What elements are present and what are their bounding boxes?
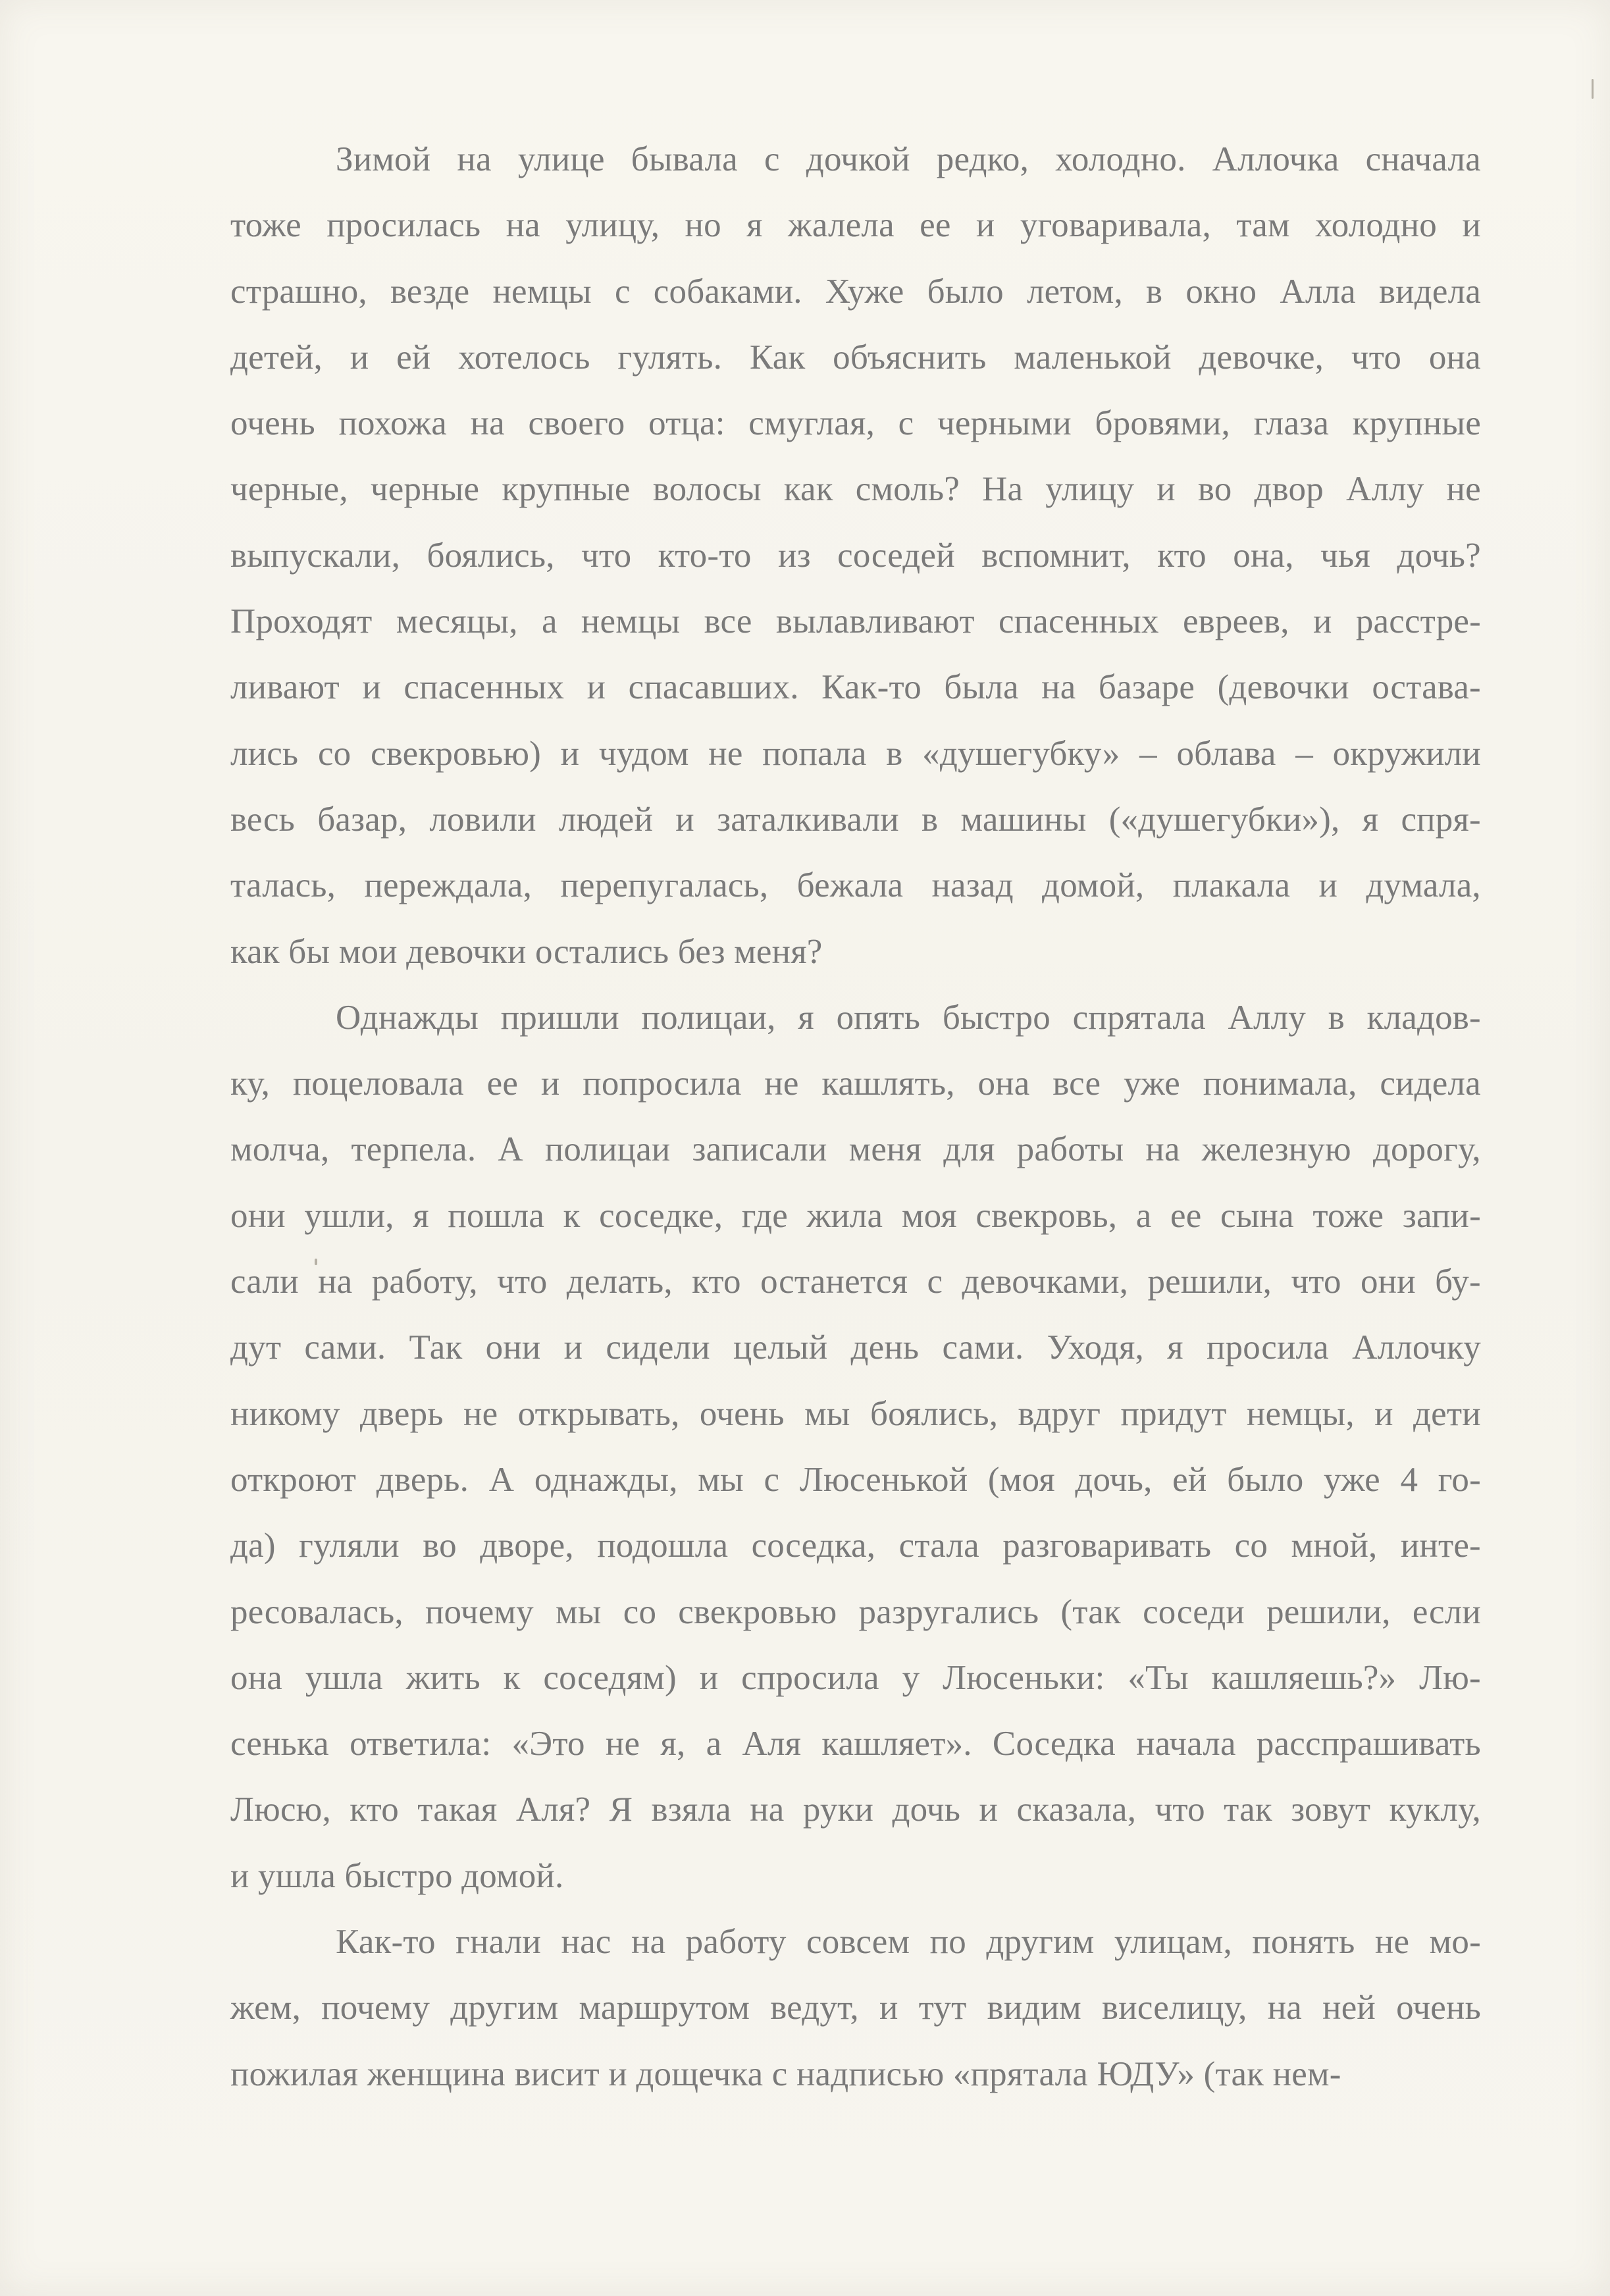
text-line: как бы мои девочки остались без меня?: [230, 932, 823, 971]
text-line: и ушла быстро домой.: [230, 1856, 564, 1895]
body-text: [230, 126, 1481, 2107]
text-line: черные, черные крупные волосы как смоль? На улицу и во двор Аллу не: [230, 470, 1481, 509]
scan-speck: [1592, 79, 1594, 99]
text-line: страшно, везде немцы с собаками. Хуже было летом, в окно Алла видела: [230, 272, 1481, 311]
text-line: детей, и ей хотелось гулять. Как объяснить маленькой девочке, что она: [230, 338, 1481, 377]
text-line: ливают и спасенных и спасавших. Как-то была на базаре (девочки остава-: [230, 668, 1481, 707]
text-line: Зимой на улице бывала с дочкой редко, холодно. Аллочка сначала: [336, 140, 1481, 178]
text-line: да) гуляли во дворе, подошла соседка, стала разговаривать со мной, инте-: [230, 1526, 1481, 1565]
text-line: Проходят месяцы, а немцы все вылавливают спасенных евреев, и расстре-: [230, 602, 1481, 641]
text-line: ресовалась, почему мы со свекровью разругались (так соседи решили, если: [230, 1592, 1481, 1631]
text-line: ку, поцеловала ее и попросила не кашлять, она все уже понимала, сидела: [230, 1064, 1481, 1103]
text-line: лись со свекровью) и чудом не попала в «душегубку» – облава – окружили: [230, 734, 1481, 773]
text-line: откроют дверь. А однажды, мы с Люсенькой (моя дочь, ей было уже 4 го-: [230, 1460, 1481, 1499]
text-line: Как-то гнали нас на работу совсем по другим улицам, понять не мо-: [336, 1923, 1481, 1962]
text-line: Люсю, кто такая Аля? Я взяла на руки дочь и сказала, что так зовут куклу,: [230, 1790, 1481, 1829]
text-line: жем, почему другим маршрутом ведут, и тут видим виселицу, на ней очень: [230, 1989, 1481, 2027]
text-line: выпускали, боялись, что кто-то из соседей вспомнит, кто она, чья дочь?: [230, 536, 1481, 575]
text-line: она ушла жить к соседям) и спросила у Люсеньки: «Ты кашляешь?» Лю-: [230, 1658, 1481, 1697]
text-line: весь базар, ловили людей и заталкивали в машины («душегубки»), я спря-: [230, 800, 1481, 839]
paragraph: [230, 985, 1481, 1909]
text-line: талась, переждала, перепугалась, бежала назад домой, плакала и думала,: [230, 866, 1481, 905]
text-line: молча, терпела. А полицаи записали меня для работы на железную дорогу,: [230, 1130, 1481, 1169]
scan-speck: [315, 1259, 317, 1265]
text-line: сали на работу, что делать, кто останется с девочками, решили, что они бу-: [230, 1263, 1481, 1301]
paragraph: [230, 126, 1481, 985]
text-line: тоже просилась на улицу, но я жалела ее и уговаривала, там холодно и: [230, 206, 1481, 245]
text-line: дут сами. Так они и сидели целый день сами. Уходя, я просила Аллочку: [230, 1328, 1481, 1367]
text-line: они ушли, я пошла к соседке, где жила моя свекровь, а ее сына тоже запи-: [230, 1196, 1481, 1235]
text-line: сенька ответила: «Это не я, а Аля кашляет». Соседка начала расспрашивать: [230, 1725, 1481, 1763]
paragraph: [230, 1909, 1481, 2107]
text-line: очень похожа на своего отца: смуглая, с черными бровями, глаза крупные: [230, 404, 1481, 443]
text-line: никому дверь не открывать, очень мы боялись, вдруг придут немцы, и дети: [230, 1394, 1481, 1433]
text-line: пожилая женщина висит и дощечка с надписью «прятала ЮДУ» (так нем-: [230, 2054, 1341, 2093]
text-line: Однажды пришли полицаи, я опять быстро спрятала Аллу в кладов-: [336, 998, 1481, 1037]
